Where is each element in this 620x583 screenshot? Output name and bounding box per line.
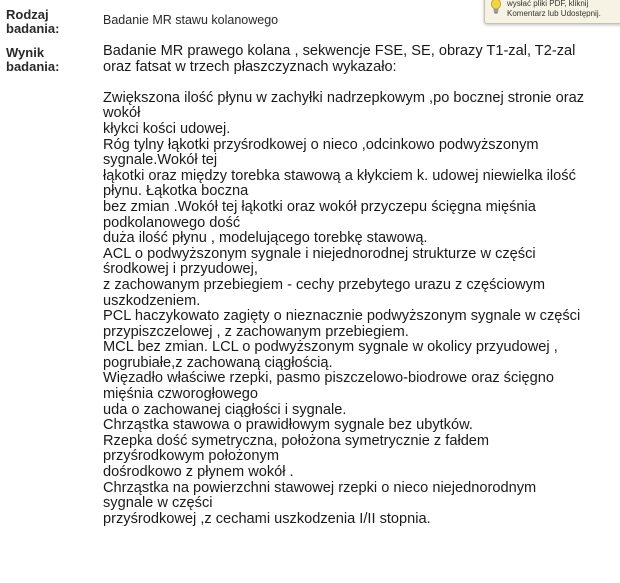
exam-type-label (6, 8, 59, 36)
result-line: Chrząstka stawowa o prawidłowym sygnale bez ubytków. (103, 417, 473, 434)
result-line: bez zmian .Wokół tej łąkotki oraz wokół przyczepu ścięgna mięśnia (103, 198, 536, 215)
exam-result-text (103, 44, 608, 527)
adobe-hint-tooltip[interactable] (484, 0, 620, 24)
result-line: łąkotki oraz między torebka stawową a kłykciem k. udowej niewielka ilość (103, 167, 576, 184)
exam-type-label-line-1: Rodzaj (6, 7, 49, 22)
result-line: środkowej i przyudowej, (103, 261, 258, 278)
result-line: wokół (103, 105, 141, 122)
result-line: uda o zachowanej ciągłości i sygnale. (103, 401, 347, 418)
tooltip-line-1: wysłać pliki PDF, kliknij (507, 0, 589, 8)
result-line: duża ilość płynu , modelującego torebkę stawową. (103, 230, 428, 247)
result-line: podkolanowego dość (103, 214, 241, 231)
result-line: ACL o podwyższonym sygnale i niejednorodnej strukturze w części (103, 245, 536, 262)
result-line: pogrubiałe,z zachowaną ciągłością. (103, 354, 333, 371)
result-line: sygnale.Wokół tej (103, 152, 218, 169)
result-line: MCL bez zmian. LCL o podwyższonym sygnale w okolicy przyudowej , (103, 339, 558, 356)
result-line: z zachowanym przebiegiem - cechy przebytego urazu z częściowym (103, 276, 546, 293)
result-line: Zwiększona ilość płynu w zachyłki nadrzepkowym ,po bocznej stronie oraz (103, 89, 584, 106)
result-line: płynu. Łąkotka boczna (103, 183, 249, 200)
result-line: Rzepka dość symetryczna, położona symetrycznie z fałdem (103, 432, 490, 449)
exam-type-value: Badanie MR stawu kolanowego (103, 13, 279, 27)
result-line: Badanie MR prawego kolana , sekwencje FSE, SE, obrazy T1-zal, T2-zal (103, 43, 576, 59)
lightbulb-icon (490, 0, 502, 16)
result-line: przyśrodkowym położonym (103, 448, 279, 465)
result-line: Róg tylny łąkotki przyśrodkowej o nieco ,odcinkowo podwyższonym (103, 136, 539, 153)
result-line: PCL haczykowato zagięty o nieznacznie podwyższonym sygnale w części (103, 308, 581, 325)
tooltip-line-2: Komentarz lub Udostępnij. (507, 9, 601, 18)
exam-result-label-line-1: Wynik (6, 45, 45, 60)
result-line: oraz fatsat w trzech płaszczyznach wykazało: (103, 58, 397, 75)
result-line: Chrząstka na powierzchni stawowej rzepki o nieco niejednorodnym (103, 479, 537, 496)
result-line: przyśrodkowej ,z cechami uszkodzenia I/II stopnia. (103, 510, 431, 527)
paragraph-spacer (103, 75, 608, 91)
exam-result-label (6, 46, 59, 74)
exam-type-label-line-2: badania: (6, 21, 60, 36)
result-line: uszkodzeniem. (103, 292, 201, 309)
result-line: dośrodkowo z płynem wokół . (103, 464, 294, 481)
result-line: przypiszczelowej , z zachowanym przebiegiem. (103, 323, 409, 340)
result-line: mięśnia czworogłowego (103, 386, 258, 403)
result-line: kłykci kości udowej. (103, 120, 231, 137)
result-line: sygnale w części (103, 495, 213, 512)
exam-result-label-line-2: badania: (6, 59, 60, 74)
tooltip-text (507, 0, 620, 19)
result-line: Więzadło właściwe rzepki, pasmo piszczelowo-biodrowe oraz ścięgno (103, 370, 554, 387)
